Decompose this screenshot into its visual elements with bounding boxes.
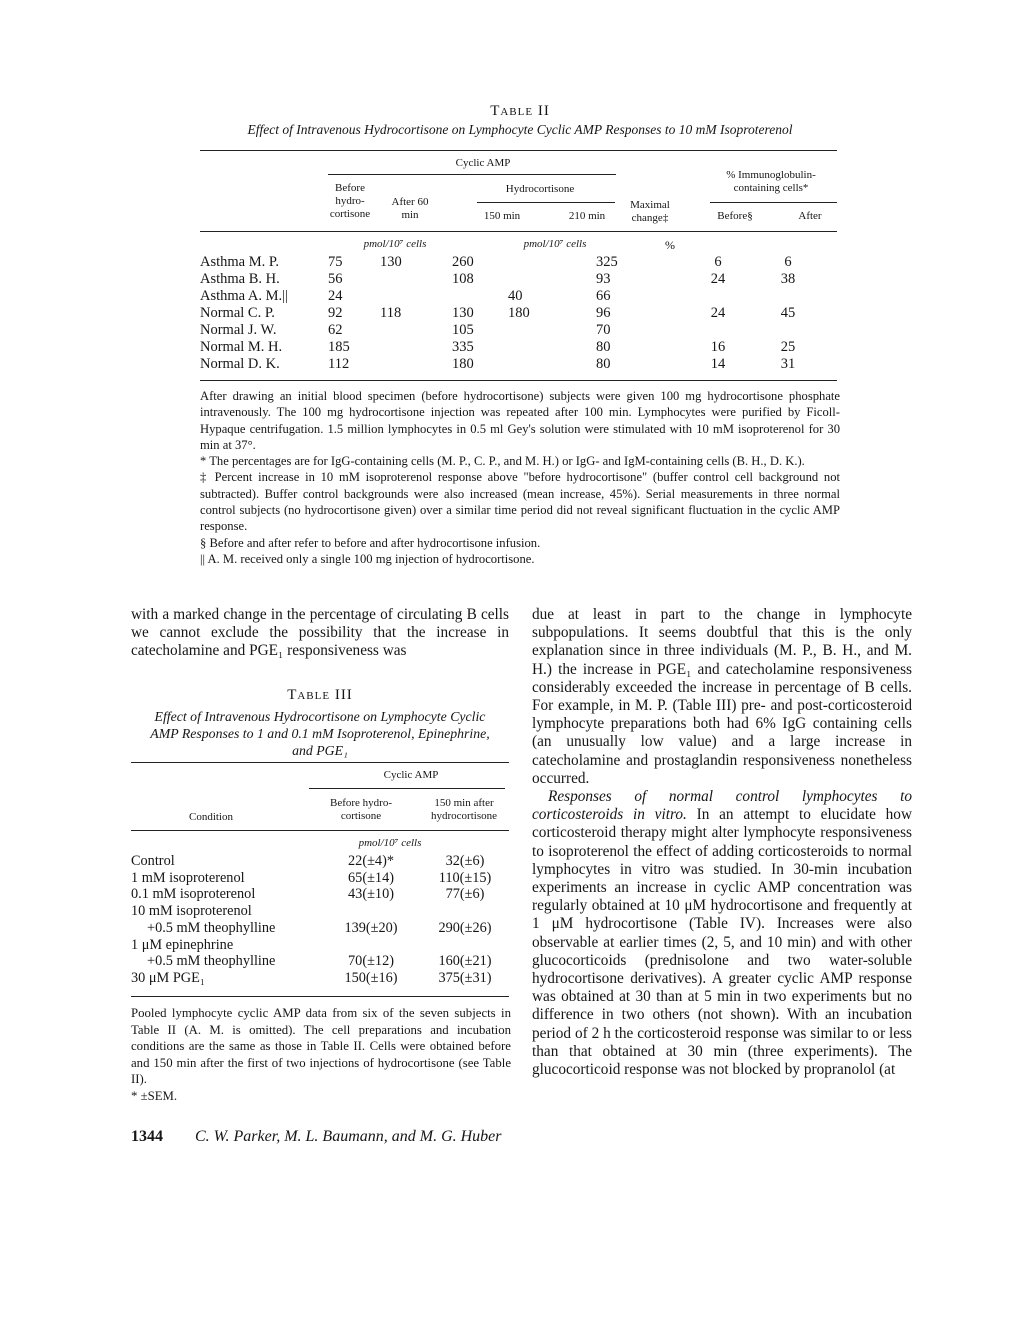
table3-header-cyclic-amp: Cyclic AMP <box>383 769 439 781</box>
table2-header-hydrocortisone: Hydrocortisone <box>505 183 575 195</box>
table3-row <box>131 937 509 954</box>
table3-cell-condition: 30 μM PGE₁ <box>131 969 205 986</box>
table2-cell-h210 <box>508 322 596 339</box>
table2-cell-ib: 14 <box>710 356 726 372</box>
table2-cell-after60 <box>380 356 452 373</box>
table3-cell-after: 32(±6) <box>445 853 485 869</box>
table3-cell-before: 150(±16) <box>344 969 398 986</box>
table3-row <box>131 870 509 887</box>
table3-cell-before: 43(±10) <box>348 886 394 903</box>
table2-unit2: pmol/10⁷ cells <box>523 238 587 250</box>
table3-body <box>131 853 509 987</box>
table3-row <box>131 970 509 987</box>
table2-cell-h150: 105 <box>452 322 474 338</box>
table2-row <box>200 254 824 271</box>
table3-header-rule <box>131 830 509 831</box>
table2-cell-h210 <box>508 339 596 356</box>
table3-cell-before: 139(±20) <box>344 919 398 936</box>
table2-cell-after60 <box>380 288 452 305</box>
table2-cell-ib <box>684 322 752 339</box>
table2-cell-after60 <box>380 271 452 288</box>
table2-cell-maximal: 66 <box>596 288 611 304</box>
table2-cell-subject: Normal J. W. <box>200 322 277 338</box>
table2-cell-h210: 40 <box>508 288 523 304</box>
table2-cell-ia <box>752 288 824 305</box>
table2-row <box>200 356 824 373</box>
right-paragraph-2-body: In an attempt to elucidate how corticosteroid therapy might alter lymphocyte responsiveness to isoproterenol the effect of adding corticosteroids to normal lymphocytes in vitro was studied. In 30-min incubation experiments an increase in cyclic AMP concentration was regularly obtained at 10 μM hydrocortisone and frequently at 1 μM hydrocortisone (Table IV). Increases were also observable at earlier times (2, 5, and 10 min) and with other glucocorticoids (prednisolone and two water-soluble hydrocortisone derivatives). A greater cyclic AMP response was obtained at 30 than at 5 min in two experiments but no difference in two others (not shown). With an incubation period of 2 h the corticosteroid response was similar to or less than that obtained at 30 min (three experiments). The glucocorticoid response was not blocked by propranolol (at <box>532 806 912 1079</box>
table3-header-condition: Condition <box>188 811 233 823</box>
table3-cell-condition: 0.1 mM isoproterenol <box>131 886 256 903</box>
table3-header-after: 150 min after hydrocortisone <box>431 797 497 822</box>
table2-cell-after60: 130 <box>380 254 402 270</box>
table3-cell-condition: +0.5 mM theophylline <box>147 953 276 970</box>
table2-notes <box>200 388 840 567</box>
table3-cell-condition: Control <box>131 853 175 869</box>
table2-note-parallel: || A. M. received only a single 100 mg injection of hydrocortisone. <box>200 551 535 566</box>
table2-cell-h150: 108 <box>452 271 474 287</box>
table2-cell-h210: 180 <box>508 305 530 321</box>
table2-row <box>200 322 824 339</box>
table2-bottom-rule <box>200 380 837 381</box>
table2-cell-subject: Normal C. P. <box>200 305 275 321</box>
table3-label: Table III <box>287 687 353 703</box>
table2-cell-h150: 335 <box>452 339 474 355</box>
table2-header-immuno: % Immunoglobulin- containing cells* <box>726 169 816 194</box>
table3-cell-after: 290(±26) <box>438 919 492 936</box>
table2-row <box>200 271 824 288</box>
table2-cell-ib: 24 <box>710 305 726 321</box>
table3-cell-after: 77(±6) <box>445 886 485 903</box>
table3-unit: pmol/10⁷ cells <box>358 837 422 849</box>
table2-note-star: * The percentages are for IgG-containing cells (M. P., C. P., and M. H.) or IgG- and IgM-containing cells (B. H., D. K.). <box>200 454 805 469</box>
table2-cell-before: 56 <box>328 271 343 287</box>
table2-cell-before: 75 <box>328 254 343 270</box>
table3-note-star: * ±SEM. <box>131 1088 178 1103</box>
table3-row <box>131 920 509 937</box>
table2-cell-subject: Asthma A. M.|| <box>200 288 288 304</box>
left-column-text: with a marked change in the percentage of circulating B cells we cannot exclude the possibility that the increase in catecholamine and PGE₁ responsiveness was <box>131 606 509 660</box>
table2-cell-maximal: 80 <box>596 339 611 355</box>
table2-cell-maximal: 93 <box>596 271 611 287</box>
table2-header-cyclic-amp: Cyclic AMP <box>455 157 511 169</box>
table2-cell-ia: 31 <box>780 356 796 372</box>
table2-note-general: After drawing an initial blood specimen (before hydrocortisone) subjects were given 100 mg hydrocortisone phosphate intravenously. The 100 mg hydrocortisone injection was repeated after 100 min. Lymphocytes were purified by Ficoll-Hypaque centrifugation. 1.5 million lymphocytes in 0.5 ml Gey's solution were stimulated with 10 mM isoproterenol for 30 min at 37°. <box>200 389 840 452</box>
table2-cell-ib: 16 <box>710 339 726 355</box>
table2-header <box>200 156 837 236</box>
table3-row <box>131 853 509 870</box>
right-column-text <box>532 606 912 1079</box>
table3-note-general: Pooled lymphocyte cyclic AMP data from six of the seven subjects in Table II (A. M. is omitted). The cell preparations and incubation conditions are the same as those in Table II. Cells were obtained before and 150 min after the first of two injections of hydrocortisone (see Table II). <box>131 1006 511 1087</box>
table3-cell-before <box>321 903 421 920</box>
table2-cell-before: 24 <box>328 288 343 304</box>
table3-cell-before: 65(±14) <box>348 869 394 886</box>
table2-cell-maximal: 325 <box>596 254 618 270</box>
table2-cell-h150: 130 <box>452 305 474 321</box>
table2-cell-maximal: 80 <box>596 356 611 372</box>
running-authors: C. W. Parker, M. L. Baumann, and M. G. Huber <box>195 1128 502 1145</box>
table2-cell-h210 <box>508 271 596 288</box>
table2-header-rule <box>200 231 837 232</box>
table3-cell-before: 22(±4)* <box>348 853 394 869</box>
table2-cell-ib <box>684 288 752 305</box>
table2-cell-after60 <box>380 322 452 339</box>
table3-cell-condition: 1 μM epinephrine <box>131 936 234 953</box>
table2-unit3: % <box>665 238 675 252</box>
table3-cell-after: 160(±21) <box>438 953 492 970</box>
table2-caption: Effect of Intravenous Hydrocortisone on Lymphocyte Cyclic AMP Responses to 10 mM Isoproterenol <box>247 122 793 137</box>
table2-row <box>200 305 824 322</box>
table3-top-rule <box>131 762 509 763</box>
table3-row <box>131 903 509 920</box>
table3-cell-after: 110(±15) <box>438 869 492 886</box>
table2-cell-before: 112 <box>328 356 350 372</box>
table2-cell-after60 <box>380 339 452 356</box>
table2-header-immuno-before: Before§ <box>717 210 753 222</box>
table2-cell-subject: Asthma B. H. <box>200 271 280 287</box>
table2-cell-ib: 6 <box>714 254 722 270</box>
table2-cell-before: 62 <box>328 322 343 338</box>
table3-caption: Effect of Intravenous Hydrocortisone on Lymphocyte Cyclic AMP Responses to 1 and 0.1 mM Isoproterenol, Epinephrine, and PGE₁ <box>150 709 490 758</box>
table2-cell-maximal: 70 <box>596 322 611 338</box>
table2-cell-h210 <box>508 356 596 373</box>
table2-cell-ia: 38 <box>780 271 796 287</box>
table2-row <box>200 339 824 356</box>
right-paragraph-1: due at least in part to the change in lymphocyte subpopulations. It seems doubtful that this is the only explanation since in three individuals (M. P., B. H., and M. H.) the increase in PGE₁ and catecholamine responsiveness considerably exceeded the increase in percentage of B cells. For example, in M. P. (Table III) pre- and post-corticosteroid lymphocyte preparations both had 6% IgG containing cells (an unusually low value) and a large increase in catecholamine and prostaglandin responsiveness nonetheless occurred. <box>532 606 912 787</box>
table2-cell-ia: 6 <box>784 254 792 270</box>
table2-note-section: § Before and after refer to before and after hydrocortisone infusion. <box>200 535 541 550</box>
table2-cell-h150 <box>452 288 508 305</box>
table3-cell-after: 375(±31) <box>438 969 492 986</box>
table2-top-rule <box>200 150 837 151</box>
table2-cell-after60: 118 <box>380 305 402 321</box>
table2-cell-subject: Normal D. K. <box>200 356 280 372</box>
table2-cell-ia <box>752 322 824 339</box>
table2-cell-before: 92 <box>328 305 343 321</box>
table2-note-dagger: ‡ Percent increase in 10 mM isoproterenol response above "before hydrocortisone" (buffer control cell background not subtracted). Buffer control backgrounds were also increased (mean increase, 45%). Serial measurements in three normal control subjects (no hydrocortisone given) over a similar time period did not reveal significant fluctuation in the cyclic AMP response. <box>200 470 840 534</box>
table3-cell-before <box>321 937 421 954</box>
table3-cell-condition: 1 mM isoproterenol <box>131 869 245 886</box>
table2-cell-maximal: 96 <box>596 305 611 321</box>
table2-cell-h150: 180 <box>452 356 474 372</box>
section-heading: Responses of normal control lymphocytes to corticosteroids in vitro. <box>532 788 912 824</box>
table2-label: Table II <box>490 103 550 119</box>
table3-row <box>131 886 509 903</box>
table2-cell-subject: Normal M. H. <box>200 339 283 355</box>
table3-row <box>131 953 509 970</box>
table2-cell-h150: 260 <box>452 254 474 270</box>
table2-header-maximal: Maximal change‡ <box>630 199 670 224</box>
table2-unit1: pmol/10⁷ cells <box>363 238 427 250</box>
table2-cell-ib: 24 <box>710 271 726 287</box>
table2-cell-ia: 45 <box>780 305 796 321</box>
table2-header-before: Before hydro- cortisone <box>329 182 371 220</box>
table2-header-150: 150 min <box>483 210 521 222</box>
table2-header-after60: After 60 min <box>391 196 429 221</box>
table3-cell-after <box>421 903 509 920</box>
table2-header-immuno-after: After <box>798 210 822 222</box>
table3-cell-before: 70(±12) <box>348 953 394 970</box>
table3-notes <box>131 1005 511 1105</box>
table2-cell-ia: 25 <box>780 339 796 355</box>
table2-cell-before: 185 <box>328 339 350 355</box>
table2-cell-subject: Asthma M. P. <box>200 254 279 270</box>
table3-bottom-rule <box>131 996 509 997</box>
table3-header-before: Before hydro- cortisone <box>329 797 392 822</box>
table3-header <box>131 766 509 828</box>
page-number: 1344 <box>131 1128 163 1145</box>
right-paragraph-2 <box>532 788 912 1079</box>
table2-header-210: 210 min <box>568 210 606 222</box>
table2-row <box>200 288 824 305</box>
table2-body <box>200 254 824 373</box>
table3-cell-condition: 10 mM isoproterenol <box>131 903 252 920</box>
table3-cell-after <box>421 937 509 954</box>
table2-cell-h210 <box>508 254 596 271</box>
table3-cell-condition: +0.5 mM theophylline <box>147 919 276 936</box>
